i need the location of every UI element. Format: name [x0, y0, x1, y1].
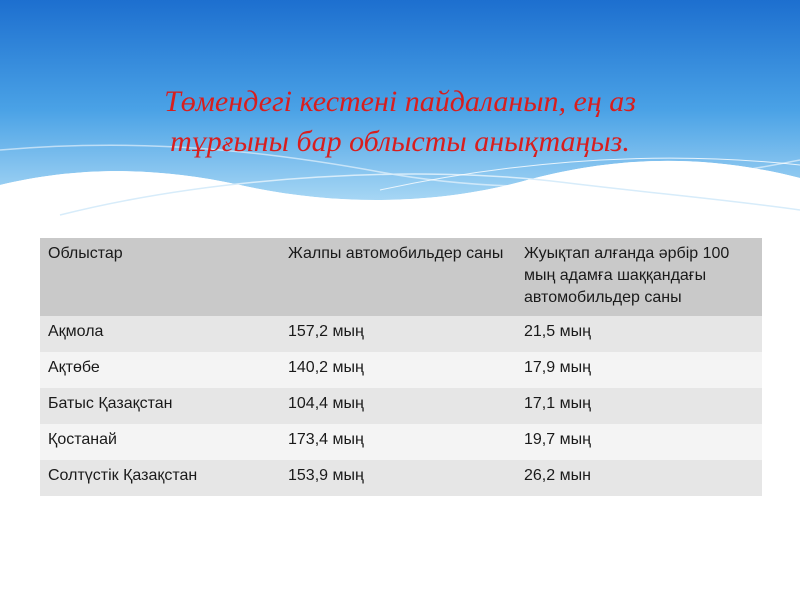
region-cell: Батыс Қазақстан: [40, 388, 280, 424]
title-line-2: тұрғыны бар облысты анықтаңыз.: [170, 125, 630, 158]
header-cars-per-100k: [516, 238, 762, 316]
table-row: [40, 316, 762, 352]
cars-per-100k-cell: 17,9 мың: [516, 352, 762, 388]
region-cell: Солтүстік Қазақстан: [40, 460, 280, 496]
total-cars-cell: 153,9 мың: [280, 460, 516, 496]
title-line-1: Төмендегі кестені пайдаланып, ең аз: [164, 85, 636, 118]
region-cell: Қостанай: [40, 424, 280, 460]
cars-per-100k-cell: 19,7 мың: [516, 424, 762, 460]
header-regions: Облыстар: [40, 238, 280, 316]
total-cars-cell: 173,4 мың: [280, 424, 516, 460]
header-total-cars: [280, 238, 516, 316]
slide-title: [60, 82, 740, 162]
table-row: [40, 352, 762, 388]
header-total-cars-label: Жалпы автомобильдер саны: [288, 245, 504, 262]
cars-per-100k-cell: 26,2 мын: [516, 460, 762, 496]
cars-per-100k-cell: 17,1 мың: [516, 388, 762, 424]
table-header-row: [40, 238, 762, 316]
total-cars-cell: 157,2 мың: [280, 316, 516, 352]
regions-table: [40, 238, 762, 496]
table-row: [40, 388, 762, 424]
region-cell: Ақтөбе: [40, 352, 280, 388]
table-row: [40, 424, 762, 460]
table-row: [40, 460, 762, 496]
region-cell: Ақмола: [40, 316, 280, 352]
total-cars-cell: 140,2 мың: [280, 352, 516, 388]
total-cars-cell: 104,4 мың: [280, 388, 516, 424]
header-cars-per-100k-label: Жуықтап алғанда әрбір 100 мың адамға шаққандағы автомобильдер саны: [524, 245, 730, 306]
cars-per-100k-cell: 21,5 мың: [516, 316, 762, 352]
